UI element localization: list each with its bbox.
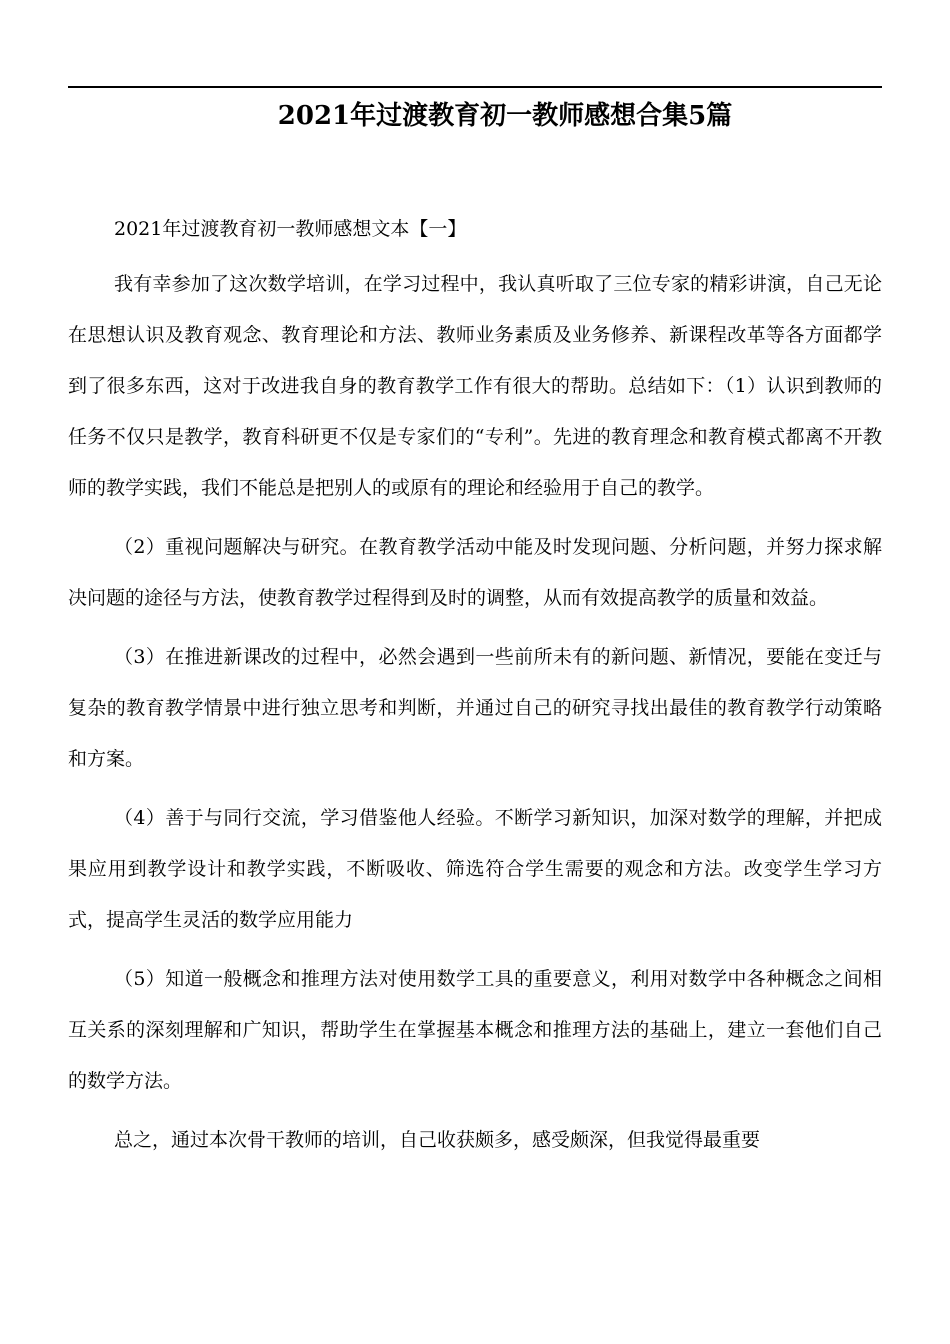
paragraph-5: （5）知道一般概念和推理方法对使用数学工具的重要意义，利用对数学中各种概念之间相互关系的深刻理解和广知识，帮助学生在掌握基本概念和推理方法的基础上，建立一套他们自己的数学方法。 xyxy=(68,968,882,1092)
paragraph-1: 我有幸参加了这次数学培训，在学习过程中，我认真听取了三位专家的精彩讲演，自己无论在思想认识及教育观念、教育理论和方法、教师业务素质及业务修养、新课程改革等各方面都学到了很多东西，这对于改进我自身的教育教学工作有很大的帮助。总结如下：（1）认识到教师的任务不仅只是教学，教育科研更不仅是专家们的“专利”。先进的教育理念和教育模式都离不开教师的教学实践，我们不能总是把别人的或原有的理论和经验用于自己的教学。 xyxy=(68,273,882,499)
document-body xyxy=(68,207,882,1174)
paragraph-4: （4）善于与同行交流，学习借鉴他人经验。不断学习新知识，加深对数学的理解，并把成果应用到教学设计和教学实践，不断吸收、筛选符合学生需要的观念和方法。改变学生学习方式，提高学生灵活的数学应用能力 xyxy=(68,807,882,931)
header-rule xyxy=(68,86,882,88)
paragraph-2: （2）重视问题解决与研究。在教育教学活动中能及时发现问题、分析问题，并努力探求解决问题的途径与方法，使教育教学过程得到及时的调整，从而有效提高教学的质量和效益。 xyxy=(68,536,882,609)
paragraph-6: 总之，通过本次骨干教师的培训，自己收获颇多，感受颇深，但我觉得最重要 xyxy=(114,1129,761,1151)
document-title: 2021年过渡教育初一教师感想合集5篇 xyxy=(277,101,733,131)
paragraph-3: （3）在推进新课改的过程中，必然会遇到一些前所未有的新问题、新情况，要能在变迁与复杂的教育教学情景中进行独立思考和判断，并通过自己的研究寻找出最佳的教育教学行动策略和方案。 xyxy=(68,646,882,770)
section-heading: 2021年过渡教育初一教师感想文本【一】 xyxy=(114,218,467,240)
